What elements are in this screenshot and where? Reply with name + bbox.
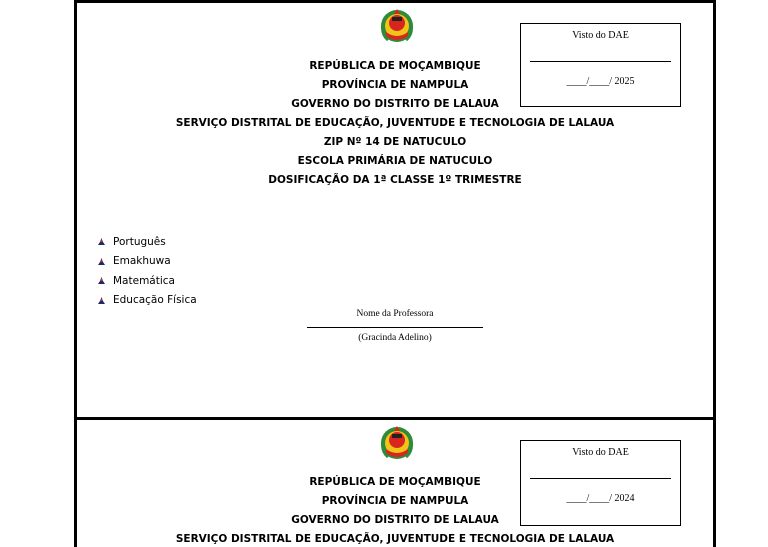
header-republic: REPÚBLICA DE MOÇAMBIQUE: [309, 60, 481, 72]
header-education-service: SERVIÇO DISTRITAL DE EDUCAÇÃO, JUVENTUDE E TECNOLOGIA DE LALAUA: [175, 533, 615, 545]
subject-label: Matemática: [113, 274, 175, 287]
visto-title: Visto do DAE: [572, 30, 629, 41]
header-zip: ZIP Nº 14 DE NATUCULO: [323, 136, 467, 148]
bullet-icon: [97, 237, 106, 246]
header-province: PROVÍNCIA DE NAMPULA: [321, 79, 469, 91]
header-education-service: SERVIÇO DISTRITAL DE EDUCAÇÃO, JUVENTUDE E TECNOLOGIA DE LALAUA: [175, 117, 615, 129]
signature-label: Nome da Professora: [356, 309, 434, 319]
signature-name: (Gracinda Adelino): [358, 333, 432, 343]
list-item: [97, 291, 197, 311]
document-page-1: [74, 0, 716, 420]
document-page-2: [74, 417, 716, 547]
list-item: [97, 232, 197, 252]
visto-title: Visto do DAE: [572, 447, 629, 458]
document-title: DOSIFICAÇÃO DA 1ª CLASSE 1º TRIMESTRE: [268, 174, 522, 186]
header-district-government: GOVERNO DO DISTRITO DE LALAUA: [291, 514, 499, 526]
header-school: ESCOLA PRIMÁRIA DE NATUCULO: [297, 155, 493, 167]
visto-date: ____/____/ 2024: [566, 493, 635, 504]
list-item: [97, 271, 197, 291]
header-republic: REPÚBLICA DE MOÇAMBIQUE: [309, 476, 481, 488]
bullet-icon: [97, 296, 106, 305]
subject-list: [97, 232, 197, 310]
signature-line: [307, 327, 483, 328]
header-district-government: GOVERNO DO DISTRITO DE LALAUA: [291, 98, 499, 110]
list-item: [97, 252, 197, 272]
subject-label: Português: [113, 235, 166, 248]
mozambique-emblem-icon: [378, 423, 416, 465]
signature-block: [307, 309, 483, 343]
subject-label: Educação Física: [113, 294, 197, 307]
visto-date: ____/____/ 2025: [566, 76, 635, 87]
bullet-icon: [97, 257, 106, 266]
subject-label: Emakhuwa: [113, 255, 171, 268]
bullet-icon: [97, 276, 106, 285]
header-province: PROVÍNCIA DE NAMPULA: [321, 495, 469, 507]
mozambique-emblem-icon: [378, 6, 416, 48]
